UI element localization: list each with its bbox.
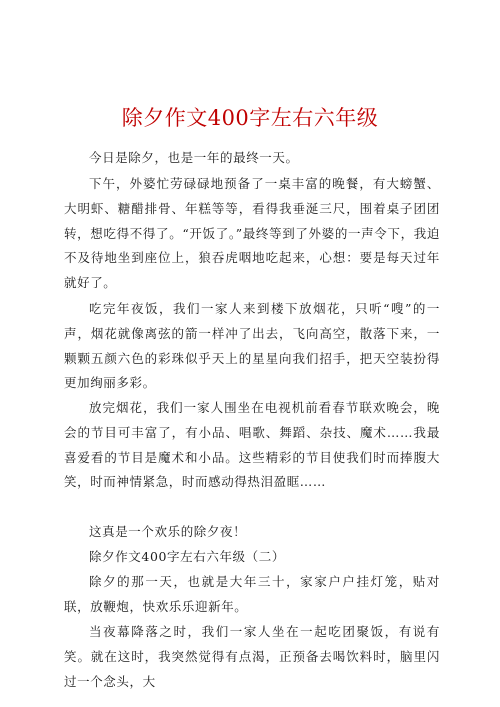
paragraph-7: 当夜幕降落之时，我们一家人坐在一起吃团聚饭，有说有笑。就在这时，我突然觉得有点渴，正预备去喝饮料时，脑里闪过一个念头，大: [64, 624, 440, 689]
paragraph-5: 这真是一个欢乐的除夕夜！: [89, 524, 247, 539]
paragraph-3: 吃完年夜饭，我们一家人来到楼下放烟花，只听“嗖”的一声，烟花就像离弦的箭一样冲了出去，飞向高空，散落下来，一颗颗五颜六色的彩珠似乎天上的星星向我们招手，把天空装扮得更加绚丽多彩。: [64, 301, 440, 391]
paragraph-6: 除夕的那一天，也就是大年三十，家家户户挂灯笼，贴对联，放鞭炮，快欢乐乐迎新年。: [64, 574, 440, 614]
paragraph-1: 今日是除夕，也是一年的最终一天。: [89, 150, 299, 165]
document-title: 除夕作文400字左右六年级: [121, 106, 379, 130]
section-heading-2: 除夕作文400字左右六年级（二）: [89, 549, 285, 564]
paragraph-4: 放完烟花，我们一家人围坐在电视机前看春节联欢晚会，晚会的节目可丰富了，有小品、唱歌、舞蹈、杂技、魔术……我最喜爱看的节目是魔术和小品。这些精彩的节目使我们时而捧腹大笑，时而神情紧急，时而感动得热泪盈眶……: [64, 400, 440, 490]
paragraph-2: 下午，外婆忙劳碌碌地预备了一桌丰富的晚餐，有大螃蟹、大明虾、糖醋排骨、年糕等等，看得我垂涎三尺，围着桌子团团转，想吃得不得了。“开饭了。”最终等到了外婆的一声令下，我迫不及待地坐到座位上，狼吞虎咽地吃起来，心想：要是每天过年就好了。: [64, 176, 440, 291]
